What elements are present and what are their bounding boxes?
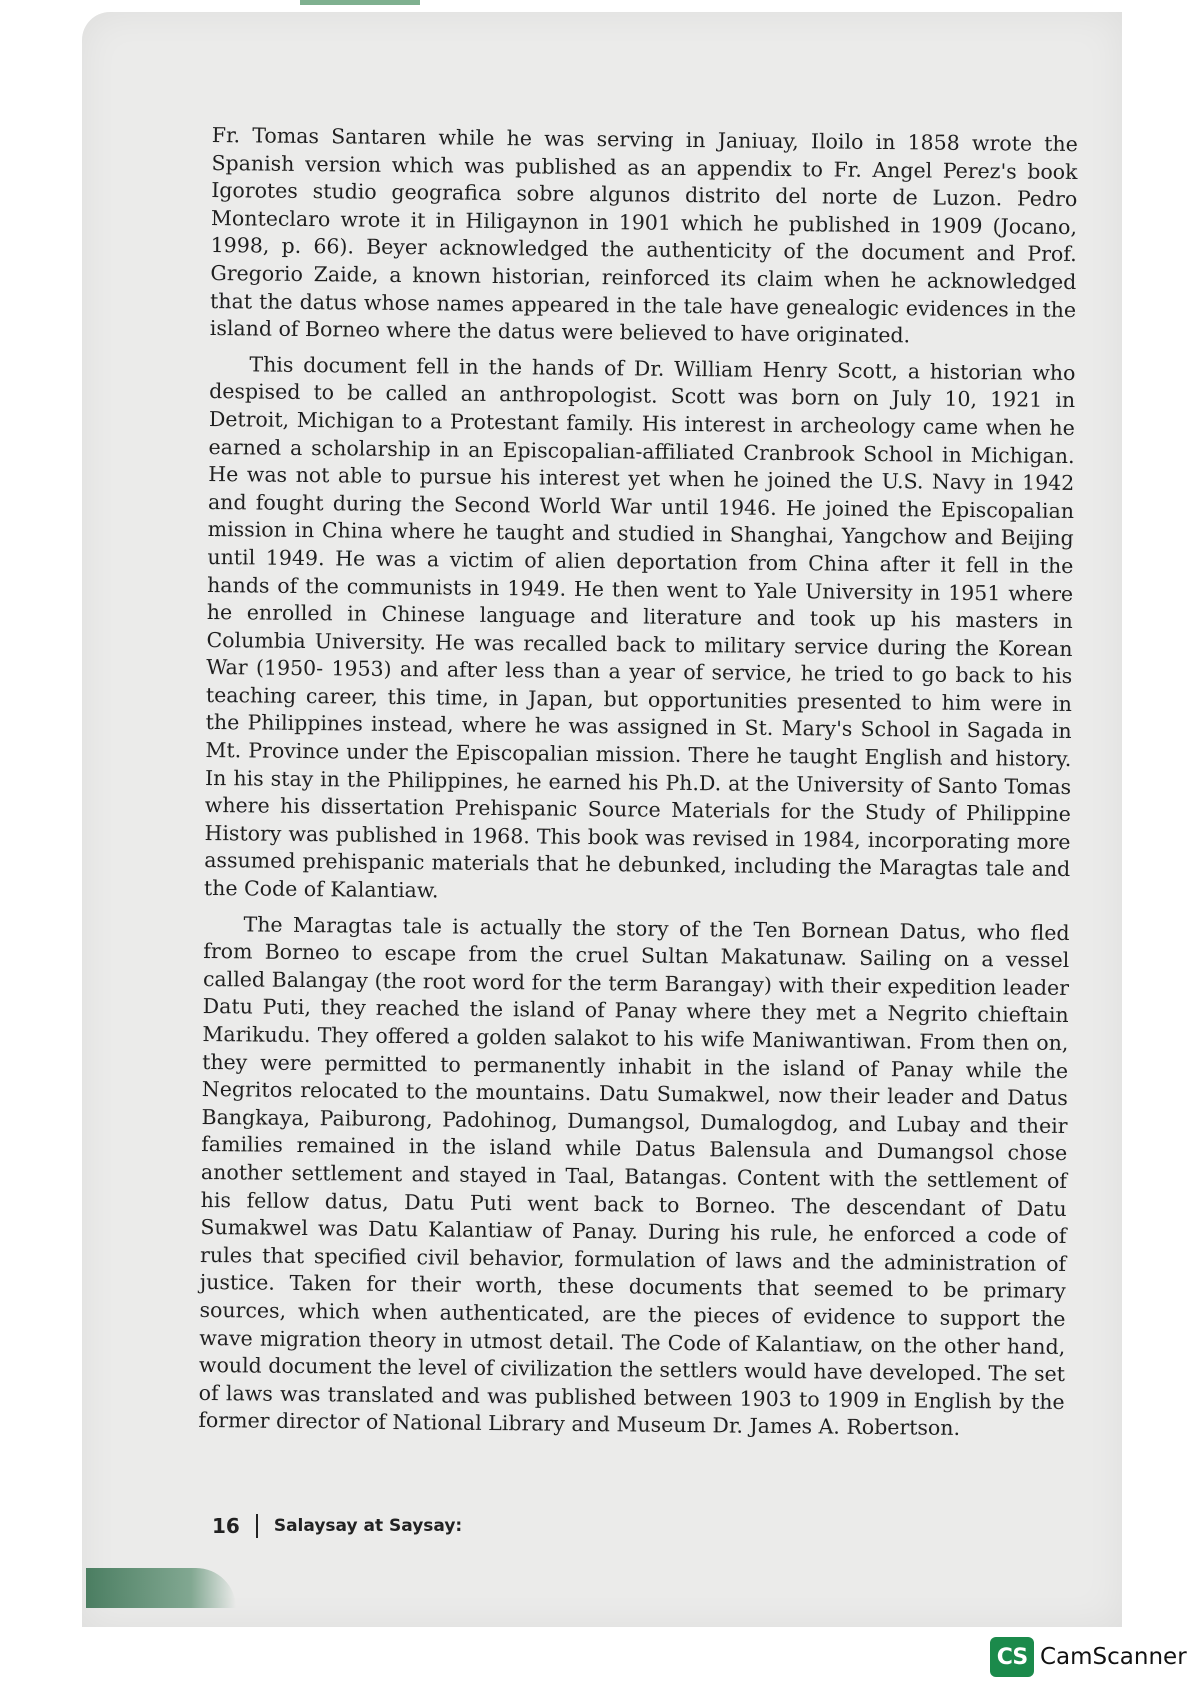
paragraph-maragtas: The Maragtas tale is actually the story of the Ten Bornean Datus, who fled from Borneo to escape from the cruel Sultan Makatunaw. Sailing on a vessel called Balangay (the root word for the term Barangay) with their expedition leader Datu Puti, they reached the island of Panay where they met a Negrito chieftain Marikudu. They offered a golden salakot to his wife Maniwantiwan. From then on, they were permitted to permanently inhabit in the island of Panay while the Negritos relocated to the mountains. Datu Sumakwel, now their leader and Datus Bangkaya, Paiburong, Padohinog, Dumangsol, Dumalogdog, and Lubay and their families remained in the island while Datus Balensula and Dumangsol chose another settlement and stayed in Taal, Batangas. Content with the settlement of his fellow datus, Datu Puti went back to Borneo. The descendant of Datu Sumakwel was Datu Kalantiaw of Panay. During his rule, he enforced a code of rules that specified civil behavior, formulation of laws and the administration of justice. Taken for their worth, these documents that seemed to be primary sources, which when authenticated, are the pieces of evidence to support the wave migration theory in utmost detail. The Code of Kalantiaw, on the other hand, would document the level of civilization the settlers would have developed. The set of laws was translated and was published between 1903 to 1909 in English by the former director of National Library and Museum Dr. James A. Robertson. (198, 912, 1070, 1441)
page-number: 16 (212, 1514, 240, 1538)
camscanner-label: CamScanner (1040, 1644, 1187, 1670)
document-body (198, 122, 1078, 1444)
paragraph-santaren: Fr. Tomas Santaren while he was serving in Janiuay, Iloilo in 1858 wrote the Spanish version which was published as an appendix to Fr. Angel Perez's book Igorotes studio geografica sobre algunos distrito del norte de Luzon. Pedro Monteclaro wrote it in Hiligaynon in 1901 which he published in 1909 (Jocano, 1998, p. 66). Beyer acknowledged the authenticity of the document and Prof. Gregorio Zaide, a known historian, reinforced its claim when he acknowledged that the datus whose names appeared in the tale have genealogic evidences in the island of Borneo where the datus were believed to have originated. (209, 122, 1078, 348)
camscanner-watermark (990, 1637, 1187, 1677)
paragraph-scott: This document fell in the hands of Dr. William Henry Scott, a historian who despised to be called an anthropologist. Scott was born on July 10, 1921 in Detroit, Michigan to a Protestant family. His interest in archeology came when he earned a scholarship in an Episcopalian-affiliated Cranbrook School in Michigan. He was not able to pursue his interest yet when he joined the U.S. Navy in 1942 and fought during the Second World War until 1946. He joined the Episcopalian mission in China where he taught and studied in Shanghai, Yangchow and Beijing until 1949. He was a victim of alien deportation from China after it fell in the hands of the communists in 1949. He then went to Yale University in 1951 where he enrolled in Chinese language and literature and took up his masters in Columbia University. He was recalled back to military service during the Korean War (1950- 1953) and after less than a year of service, he tried to go back to his teaching career, this time, in Japan, but opportunities presented to him were in the Philippines instead, where he was assigned in St. Mary's School in Sagada in Mt. Province under the Episcopalian mission. There he taught English and history. In his stay in the Philippines, he earned his Ph.D. at the University of Santo Tomas where his dissertation Prehispanic Source Materials for the Study of Philippine History was published in 1968. This book was revised in 1984, incorporating more assumed prehispanic materials that he debunked, including the Maragtas tale and the Code of Kalantiaw. (203, 352, 1076, 903)
page-footer (212, 1514, 462, 1538)
camscanner-logo-icon: CS (990, 1637, 1034, 1677)
green-cover-edge (86, 1568, 236, 1608)
green-edge-top (300, 0, 420, 5)
footer-divider (256, 1514, 258, 1538)
book-title: Salaysay at Saysay: (273, 1516, 463, 1536)
